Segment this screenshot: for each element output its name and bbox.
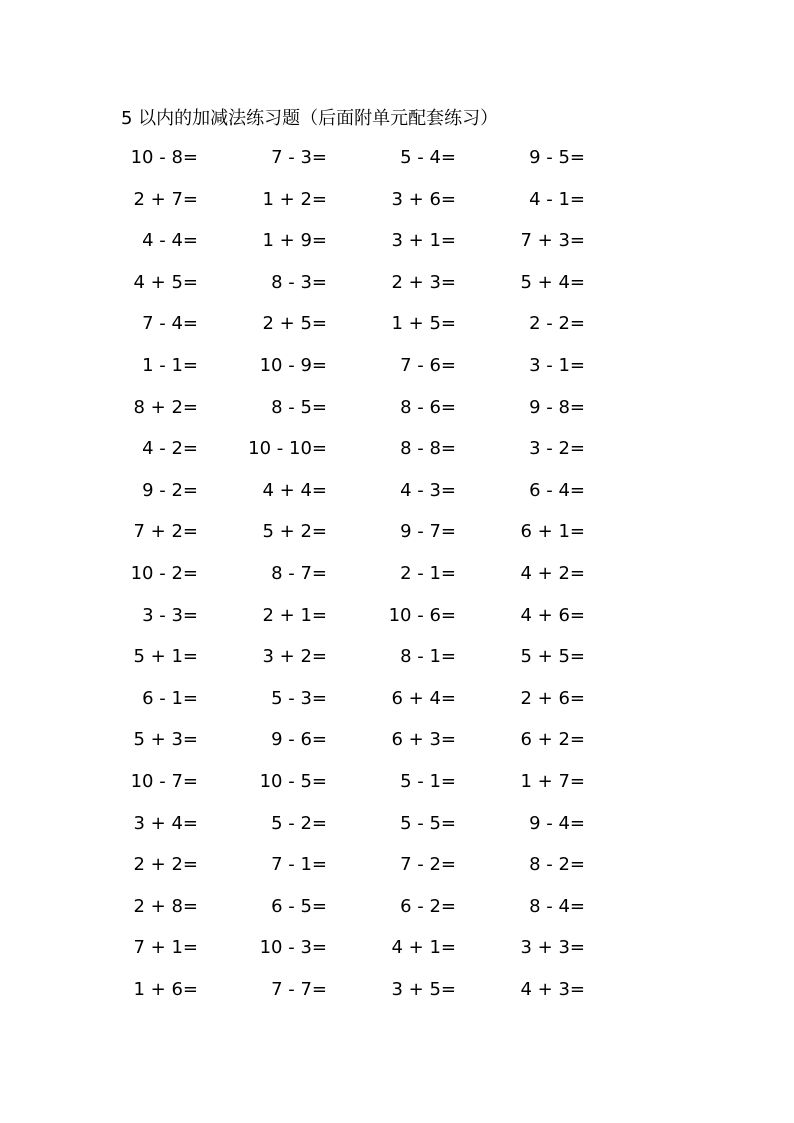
math-problem: 8 - 3= xyxy=(271,271,327,293)
math-problem: 7 - 1= xyxy=(271,854,327,876)
math-problem: 3 + 6= xyxy=(391,188,456,210)
math-problem: 8 + 2= xyxy=(133,396,198,418)
math-problem: 1 + 6= xyxy=(133,978,198,1000)
math-problem: 10 - 2= xyxy=(130,562,198,584)
math-problem: 1 + 5= xyxy=(391,313,456,335)
problem-row xyxy=(0,643,794,685)
problem-row xyxy=(0,893,794,935)
math-problem: 2 + 3= xyxy=(391,271,456,293)
math-problem: 6 - 1= xyxy=(142,687,198,709)
math-problem: 3 + 3= xyxy=(520,937,585,959)
math-problem: 3 - 3= xyxy=(142,604,198,626)
math-problem: 7 - 6= xyxy=(400,354,456,376)
math-problem: 2 + 6= xyxy=(520,687,585,709)
math-problem: 5 - 4= xyxy=(400,147,456,168)
math-problem: 5 + 3= xyxy=(133,729,198,751)
math-problem: 2 + 7= xyxy=(133,188,198,210)
math-problem: 5 + 4= xyxy=(520,271,585,293)
math-problem: 5 + 5= xyxy=(520,646,585,668)
math-problem: 3 + 1= xyxy=(391,230,456,252)
problem-grid xyxy=(0,144,794,1017)
math-problem: 6 + 1= xyxy=(520,521,585,543)
math-problem: 5 - 5= xyxy=(400,812,456,834)
math-problem: 2 - 1= xyxy=(400,562,456,584)
math-problem: 6 + 2= xyxy=(520,729,585,751)
problem-row xyxy=(0,186,794,228)
problem-row xyxy=(0,352,794,394)
problem-row xyxy=(0,310,794,352)
math-problem: 2 - 2= xyxy=(529,313,585,335)
math-problem: 3 + 5= xyxy=(391,978,456,1000)
math-problem: 1 + 2= xyxy=(262,188,327,210)
math-problem: 9 - 2= xyxy=(142,479,198,501)
math-problem: 7 - 2= xyxy=(400,854,456,876)
math-problem: 7 + 3= xyxy=(520,230,585,252)
problem-row xyxy=(0,685,794,727)
math-problem: 6 - 5= xyxy=(271,895,327,917)
math-problem: 9 - 4= xyxy=(529,812,585,834)
problem-row xyxy=(0,976,794,1018)
math-problem: 6 + 4= xyxy=(391,687,456,709)
problem-row xyxy=(0,560,794,602)
problem-row xyxy=(0,768,794,810)
math-problem: 9 - 6= xyxy=(271,729,327,751)
math-problem: 1 + 7= xyxy=(520,770,585,792)
problem-row xyxy=(0,810,794,852)
math-problem: 8 - 6= xyxy=(400,396,456,418)
math-problem: 4 + 3= xyxy=(520,978,585,1000)
math-problem: 2 + 1= xyxy=(262,604,327,626)
math-problem: 4 + 2= xyxy=(520,562,585,584)
problem-row xyxy=(0,934,794,976)
math-problem: 10 - 5= xyxy=(259,770,327,792)
problem-row xyxy=(0,394,794,436)
math-problem: 8 - 1= xyxy=(400,646,456,668)
math-problem: 1 + 9= xyxy=(262,230,327,252)
math-problem: 4 + 1= xyxy=(391,937,456,959)
math-problem: 7 - 3= xyxy=(271,147,327,168)
math-problem: 3 + 2= xyxy=(262,646,327,668)
math-problem: 4 - 1= xyxy=(529,188,585,210)
math-problem: 5 + 2= xyxy=(262,521,327,543)
math-problem: 8 - 7= xyxy=(271,562,327,584)
math-problem: 10 - 6= xyxy=(388,604,456,626)
problem-row xyxy=(0,227,794,269)
page-title: 5 以内的加减法练习题（后面附单元配套练习） xyxy=(121,108,499,129)
math-problem: 3 - 2= xyxy=(529,438,585,460)
math-problem: 7 - 4= xyxy=(142,313,198,335)
math-problem: 10 - 9= xyxy=(259,354,327,376)
problem-row xyxy=(0,602,794,644)
math-problem: 5 - 3= xyxy=(271,687,327,709)
math-problem: 3 - 1= xyxy=(529,354,585,376)
math-problem: 2 + 5= xyxy=(262,313,327,335)
math-problem: 7 - 7= xyxy=(271,978,327,1000)
problem-row xyxy=(0,144,794,186)
math-problem: 8 - 5= xyxy=(271,396,327,418)
problem-row xyxy=(0,435,794,477)
math-problem: 10 - 10= xyxy=(248,438,327,460)
math-problem: 3 + 4= xyxy=(133,812,198,834)
math-problem: 4 - 4= xyxy=(142,230,198,252)
math-problem: 5 + 1= xyxy=(133,646,198,668)
math-problem: 2 + 8= xyxy=(133,895,198,917)
math-problem: 4 - 2= xyxy=(142,438,198,460)
math-problem: 9 - 7= xyxy=(400,521,456,543)
problem-row xyxy=(0,269,794,311)
math-problem: 4 - 3= xyxy=(400,479,456,501)
problem-row xyxy=(0,726,794,768)
math-problem: 10 - 8= xyxy=(130,147,198,168)
problem-row xyxy=(0,851,794,893)
math-problem: 6 - 4= xyxy=(529,479,585,501)
math-problem: 9 - 8= xyxy=(529,396,585,418)
problem-row xyxy=(0,477,794,519)
math-problem: 4 + 4= xyxy=(262,479,327,501)
math-problem: 8 - 2= xyxy=(529,854,585,876)
math-problem: 10 - 3= xyxy=(259,937,327,959)
math-problem: 5 - 2= xyxy=(271,812,327,834)
math-problem: 4 + 6= xyxy=(520,604,585,626)
math-problem: 9 - 5= xyxy=(529,147,585,168)
math-problem: 5 - 1= xyxy=(400,770,456,792)
math-problem: 7 + 1= xyxy=(133,937,198,959)
math-problem: 2 + 2= xyxy=(133,854,198,876)
math-problem: 6 - 2= xyxy=(400,895,456,917)
math-problem: 8 - 4= xyxy=(529,895,585,917)
math-problem: 8 - 8= xyxy=(400,438,456,460)
math-problem: 10 - 7= xyxy=(130,770,198,792)
problem-row xyxy=(0,518,794,560)
math-problem: 7 + 2= xyxy=(133,521,198,543)
math-problem: 6 + 3= xyxy=(391,729,456,751)
math-problem: 1 - 1= xyxy=(142,354,198,376)
math-problem: 4 + 5= xyxy=(133,271,198,293)
